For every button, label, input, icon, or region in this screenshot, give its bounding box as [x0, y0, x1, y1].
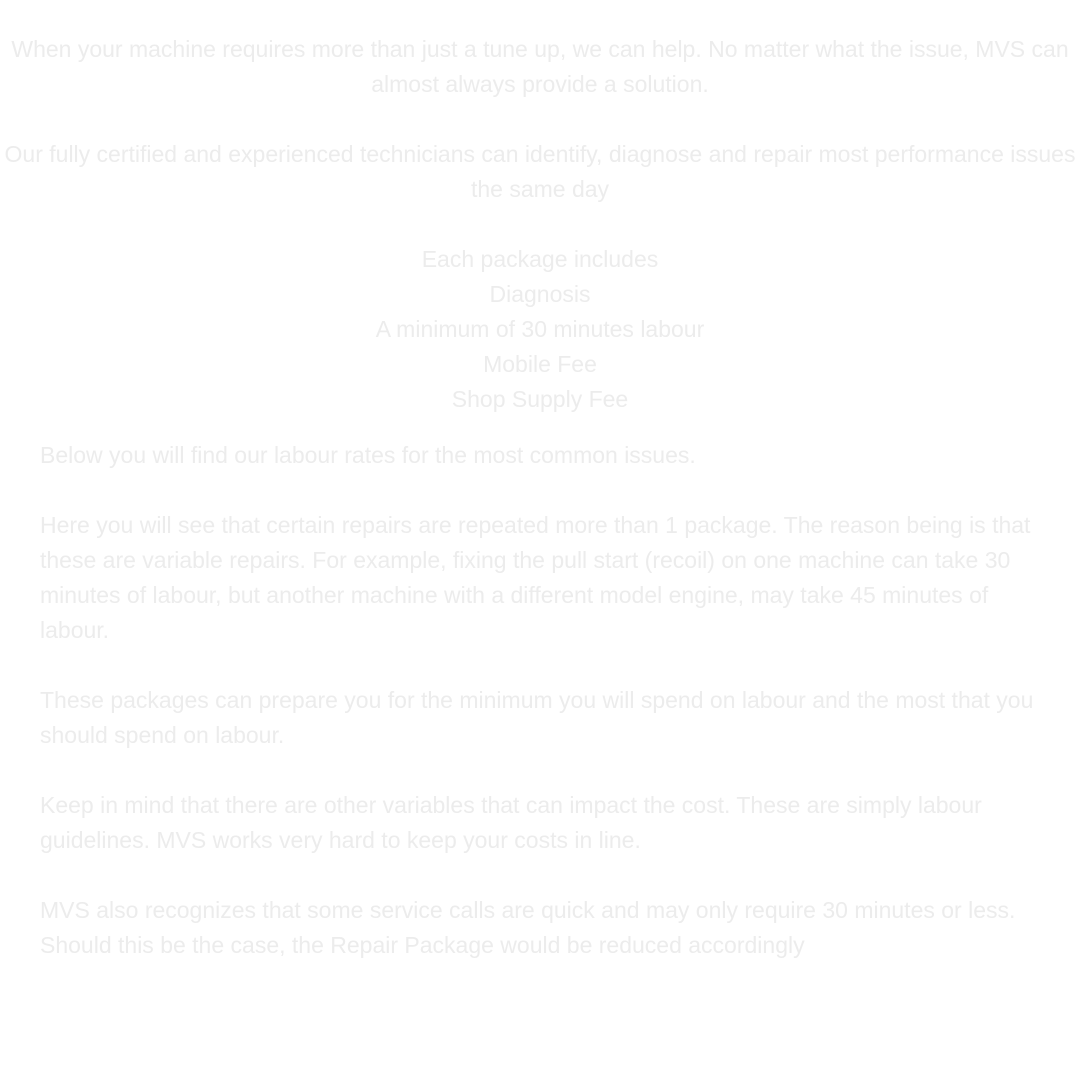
intro-section: [0, 32, 1080, 242]
minimum-spend-paragraph: These packages can prepare you for the minimum you will spend on labour and the most that you should spend on labour.: [40, 687, 1034, 748]
technicians-paragraph: Our fully certified and experienced technicians can identify, diagnose and repair most performance issues the same day: [4, 141, 1076, 202]
intro-paragraph: When your machine requires more than just a tune up, we can help. No matter what the issue, MVS can almost always provide a solution.: [11, 36, 1069, 97]
package-item-diagnosis: Diagnosis: [489, 281, 591, 307]
package-includes-list: [0, 277, 1080, 417]
repair-packages-content: [0, 32, 1080, 998]
quick-service-paragraph: MVS also recognizes that some service calls are quick and may only require 30 minutes or less. Should this be the case, the Repair Package would be reduced accordingly: [40, 897, 1016, 958]
package-item-mobile-fee: Mobile Fee: [483, 351, 597, 377]
variable-repairs-paragraph: Here you will see that certain repairs are repeated more than 1 package. The reason being is that these are variable repairs. For example, fixing the pull start (recoil) on one machine can take 30 minutes of labour, but another machine with a different model engine, may take 45 minutes of labour.: [40, 512, 1031, 643]
cost-variables-paragraph: Keep in mind that there are other variables that can impact the cost. These are simply labour guidelines. MVS works very hard to keep your costs in line.: [40, 792, 982, 853]
package-includes-section: [0, 242, 1080, 417]
labour-rates-paragraph: Below you will find our labour rates for the most common issues.: [40, 442, 696, 468]
package-item-shop-supply-fee: Shop Supply Fee: [451, 386, 629, 412]
package-includes-heading: Each package includes: [421, 246, 659, 272]
package-item-minimum-labour: A minimum of 30 minutes labour: [375, 316, 705, 342]
details-section: [0, 438, 1040, 963]
